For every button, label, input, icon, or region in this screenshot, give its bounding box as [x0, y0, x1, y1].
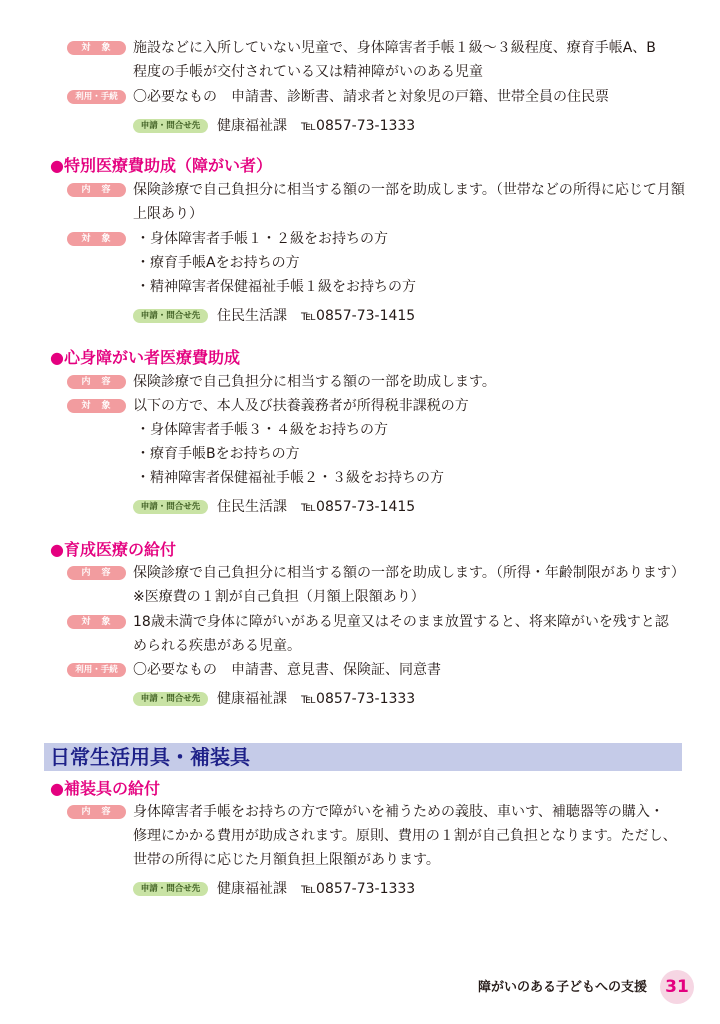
target-row — [0, 229, 720, 253]
section-heading: ●育成医療の給付 — [50, 540, 176, 559]
content-text: 上限あり） — [133, 206, 203, 222]
content-text: ※医療費の１割が自己負担（月額上限額あり） — [133, 589, 425, 605]
section-heading: ●特別医療費助成（障がい者） — [50, 156, 272, 175]
content-badge: 内 容 — [67, 566, 126, 580]
contact-badge: 申請・問合せ先 — [133, 119, 208, 133]
contact-badge: 申請・問合せ先 — [133, 309, 208, 323]
procedure-badge: 利用・手続 — [67, 663, 126, 677]
contact-row — [0, 689, 720, 713]
content-row-2 — [0, 826, 720, 850]
contact-badge: 申請・問合せ先 — [133, 692, 208, 706]
contact-badge: 申請・問合せ先 — [133, 882, 208, 896]
contact-row — [0, 879, 720, 903]
target-text: 以下の方で、本人及び扶養義務者が所得税非課税の方 — [133, 398, 469, 414]
procedure-badge: 利用・手続 — [67, 90, 126, 104]
content-text: 身体障害者手帳をお持ちの方で障がいを補うための義肢、車いす、補聴器等の購入・ — [133, 804, 664, 820]
procedure-row — [0, 660, 720, 684]
contact-text: 住民生活課 ℡0857-73-1415 — [217, 308, 416, 324]
list-row — [0, 277, 720, 301]
page-number: 31 — [660, 970, 694, 1004]
target-text: 施設などに入所していない児童で、身体障害者手帳１級～３級程度、療育手帳A、B — [133, 40, 656, 56]
content-badge: 内 容 — [67, 183, 126, 197]
content-badge: 内 容 — [67, 805, 126, 819]
content-text: 保険診療で自己負担分に相当する額の一部を助成します。 — [133, 374, 496, 390]
category-title: 日常生活用具・補装具 — [50, 745, 250, 769]
target-text: 18歳未満で身体に障がいがある児童又はそのまま放置すると、将来障がいを残すと認 — [133, 614, 669, 630]
target-badge: 対 象 — [67, 41, 126, 55]
content-row — [0, 563, 720, 587]
procedure-text: 〇必要なもの 申請書、診断書、請求者と対象児の戸籍、世帯全員の住民票 — [133, 89, 609, 105]
target-badge: 対 象 — [67, 615, 126, 629]
content-text: 世帯の所得に応じた月額負担上限額があります。 — [133, 852, 440, 868]
contact-text: 住民生活課 ℡0857-73-1415 — [217, 499, 416, 515]
content-row — [0, 372, 720, 396]
content-text: 保険診療で自己負担分に相当する額の一部を助成します。（世帯などの所得に応じて月額 — [133, 182, 685, 198]
content-row-2 — [0, 587, 720, 611]
list-item: ・精神障害者保健福祉手帳１級をお持ちの方 — [136, 279, 416, 295]
content-row — [0, 180, 720, 204]
contact-text: 健康福祉課 ℡0857-73-1333 — [217, 691, 416, 707]
target-badge: 対 象 — [67, 399, 126, 413]
content-text: 修理にかかる費用が助成されます。原則、費用の１割が自己負担となります。ただし、 — [133, 828, 677, 844]
content-badge: 内 容 — [67, 375, 126, 389]
target-row-2 — [0, 636, 720, 660]
list-item: ・身体障害者手帳１・２級をお持ちの方 — [136, 231, 388, 247]
section-heading: ●心身障がい者医療費助成 — [50, 348, 240, 367]
contact-text: 健康福祉課 ℡0857-73-1333 — [217, 881, 416, 897]
content-row-3 — [0, 850, 720, 874]
list-item: ・身体障害者手帳３・４級をお持ちの方 — [136, 422, 388, 438]
target-row — [0, 396, 720, 420]
target-text: められる疾患がある児童。 — [133, 638, 301, 654]
list-row — [0, 253, 720, 277]
list-item: ・療育手帳Aをお持ちの方 — [136, 255, 300, 271]
target-badge: 対 象 — [67, 232, 126, 246]
target-row — [0, 38, 720, 62]
target-text: 程度の手帳が交付されている又は精神障がいのある児童 — [133, 64, 483, 80]
category-band — [44, 743, 682, 771]
target-row-2 — [0, 62, 720, 86]
content-row — [0, 802, 720, 826]
list-row — [0, 468, 720, 492]
target-row — [0, 612, 720, 636]
procedure-text: 〇必要なもの 申請書、意見書、保険証、同意書 — [133, 662, 441, 678]
contact-row — [0, 306, 720, 330]
list-row — [0, 420, 720, 444]
contact-text: 健康福祉課 ℡0857-73-1333 — [217, 118, 416, 134]
contact-row — [0, 497, 720, 521]
list-row — [0, 444, 720, 468]
contact-row — [0, 116, 720, 140]
contact-badge: 申請・問合せ先 — [133, 500, 208, 514]
section-heading: ●補装具の給付 — [50, 779, 160, 798]
content-row-2 — [0, 204, 720, 228]
content-text: 保険診療で自己負担分に相当する額の一部を助成します。（所得・年齢制限があります） — [133, 565, 685, 581]
list-item: ・精神障害者保健福祉手帳２・３級をお持ちの方 — [136, 470, 444, 486]
footer-title: 障がいのある子どもへの支援 — [478, 980, 648, 995]
list-item: ・療育手帳Bをお持ちの方 — [136, 446, 300, 462]
procedure-row — [0, 87, 720, 111]
